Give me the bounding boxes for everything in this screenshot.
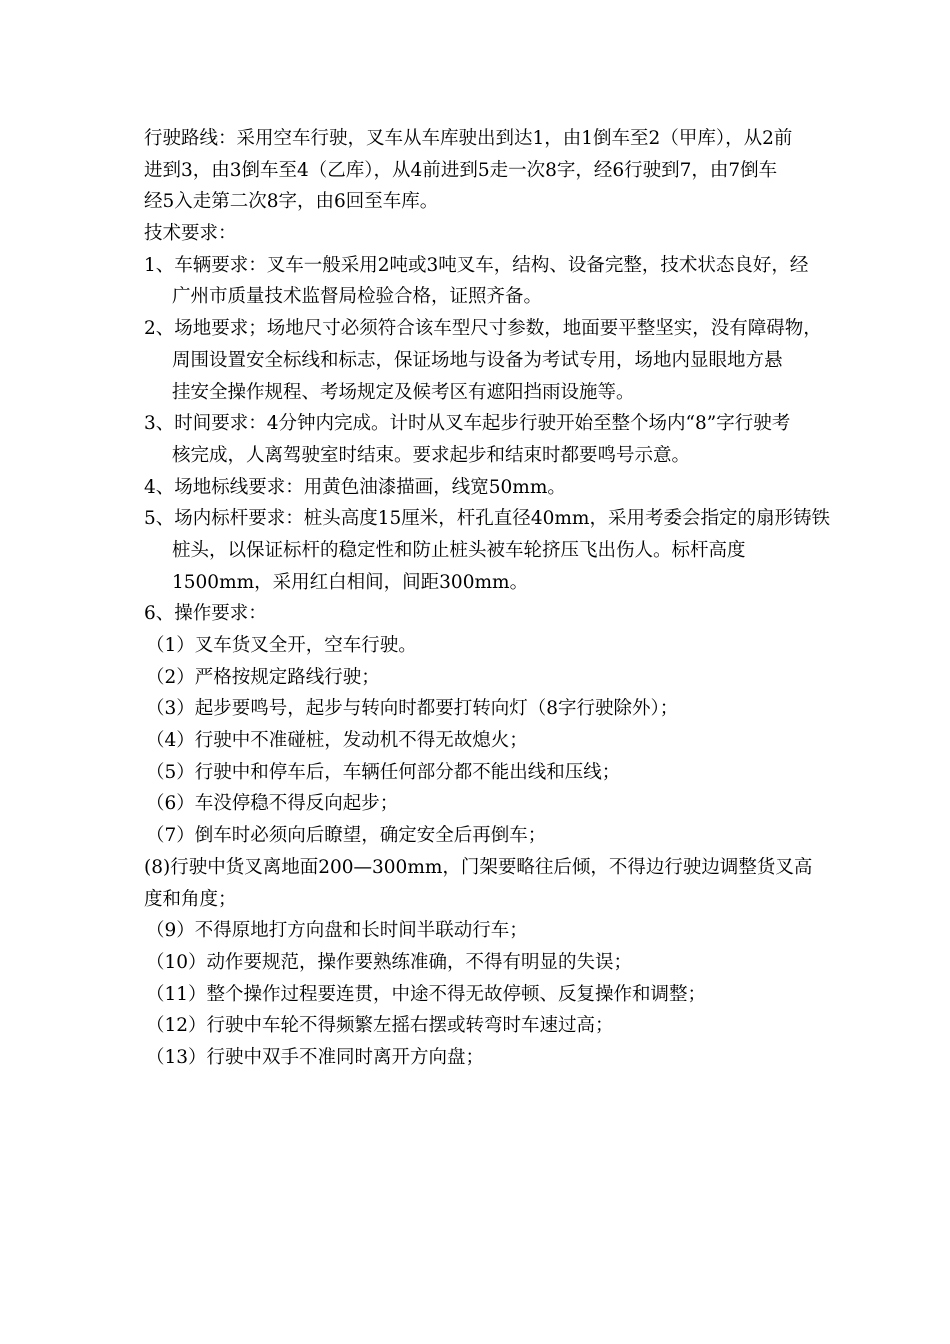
- route-line: 经5入走第二次8字，由6回至车库。: [144, 191, 439, 213]
- route-paragraph: [144, 123, 812, 218]
- operation-item: （2）严格按规定路线行驶；: [146, 666, 380, 688]
- requirement-line: 1、车辆要求：叉车一般采用2吨或3吨叉车，结构、设备完整，技术状态良好，经: [144, 254, 809, 276]
- operation-item: （1）叉车货叉全开，空车行驶。: [146, 635, 417, 656]
- operation-item: （12）行驶中车轮不得频繁左摇右摆或转弯时车速过高；: [146, 1015, 614, 1037]
- requirement-line: 1500mm，采用红白相间，间距300mm。: [172, 571, 529, 593]
- operation-item: （3）起步要鸣号，起步与转向时都要打转向灯（8字行驶除外）；: [146, 698, 679, 720]
- operation-line: (8)行驶中货叉离地面200—300mm，门架要略往后倾，不得边行驶边调整货叉高: [144, 856, 813, 878]
- operation-item: （4）行驶中不准碰桩，发动机不得无故熄火；: [146, 730, 528, 752]
- requirement-markings: [144, 472, 812, 504]
- operation-item: （6）车没停稳不得反向起步；: [146, 793, 399, 815]
- requirement-line: 3、时间要求：4分钟内完成。计时从叉车起步行驶开始至整个场内“8”字行驶考: [144, 413, 791, 435]
- operation-item: （10）动作要规范，操作要熟练准确，不得有明显的失误；: [146, 951, 633, 973]
- operation-list-tail: [144, 915, 812, 1073]
- operation-line: 度和角度；: [144, 888, 237, 910]
- tech-requirements-heading: 技术要求：: [144, 223, 237, 245]
- operation-item-8: [144, 852, 812, 915]
- requirement-line: 挂安全操作规程、考场规定及候考区有遮阳挡雨设施等。: [172, 381, 635, 403]
- operation-list: [144, 630, 812, 852]
- requirement-line: 6、操作要求：: [144, 603, 267, 625]
- operation-item: （5）行驶中和停车后，车辆任何部分都不能出线和压线；: [146, 761, 621, 783]
- document-body: [144, 123, 830, 1074]
- operation-item: （11）整个操作过程要连贯，中途不得无故停顿、反复操作和调整；: [146, 983, 707, 1005]
- requirement-line: 5、场内标杆要求：桩头高度15厘米，杆孔直径40mm，采用考委会指定的扇形铸铁: [144, 508, 830, 530]
- requirement-line: 广州市质量技术监督局检验合格，证照齐备。: [172, 286, 543, 308]
- operation-item: （13）行驶中双手不准同时离开方向盘；: [146, 1046, 485, 1068]
- requirement-line: 核完成，人离驾驶室时结束。要求起步和结束时都要鸣号示意。: [172, 444, 691, 466]
- requirement-line: 4、场地标线要求：用黄色油漆描画，线宽50mm。: [144, 476, 566, 498]
- requirement-poles: [144, 503, 830, 598]
- operation-item: （7）倒车时必须向后瞭望，确定安全后再倒车；: [146, 825, 547, 847]
- requirement-vehicle: [144, 250, 812, 313]
- route-line: 行驶路线：采用空车行驶，叉车从车库驶出到达1，由1倒车至2（甲库），从2前: [144, 128, 793, 149]
- requirement-line: 桩头，以保证标杆的稳定性和防止桩头被车轮挤压飞出伤人。标杆高度: [172, 539, 746, 561]
- route-line: 进到3，由3倒车至4（乙库），从4前进到5走一次8字，经6行驶到7，由7倒车: [144, 159, 778, 181]
- requirement-line: 2、场地要求；场地尺寸必须符合该车型尺寸参数，地面要平整坚实，没有障碍物，: [144, 318, 822, 340]
- requirement-line: 周围设置安全标线和标志，保证场地与设备为考试专用，场地内显眼地方悬: [172, 349, 783, 371]
- operation-item: （9）不得原地打方向盘和长时间半联动行车；: [146, 920, 528, 942]
- requirement-time: [144, 408, 812, 471]
- requirement-site: [144, 313, 822, 408]
- requirement-operation: [144, 598, 812, 630]
